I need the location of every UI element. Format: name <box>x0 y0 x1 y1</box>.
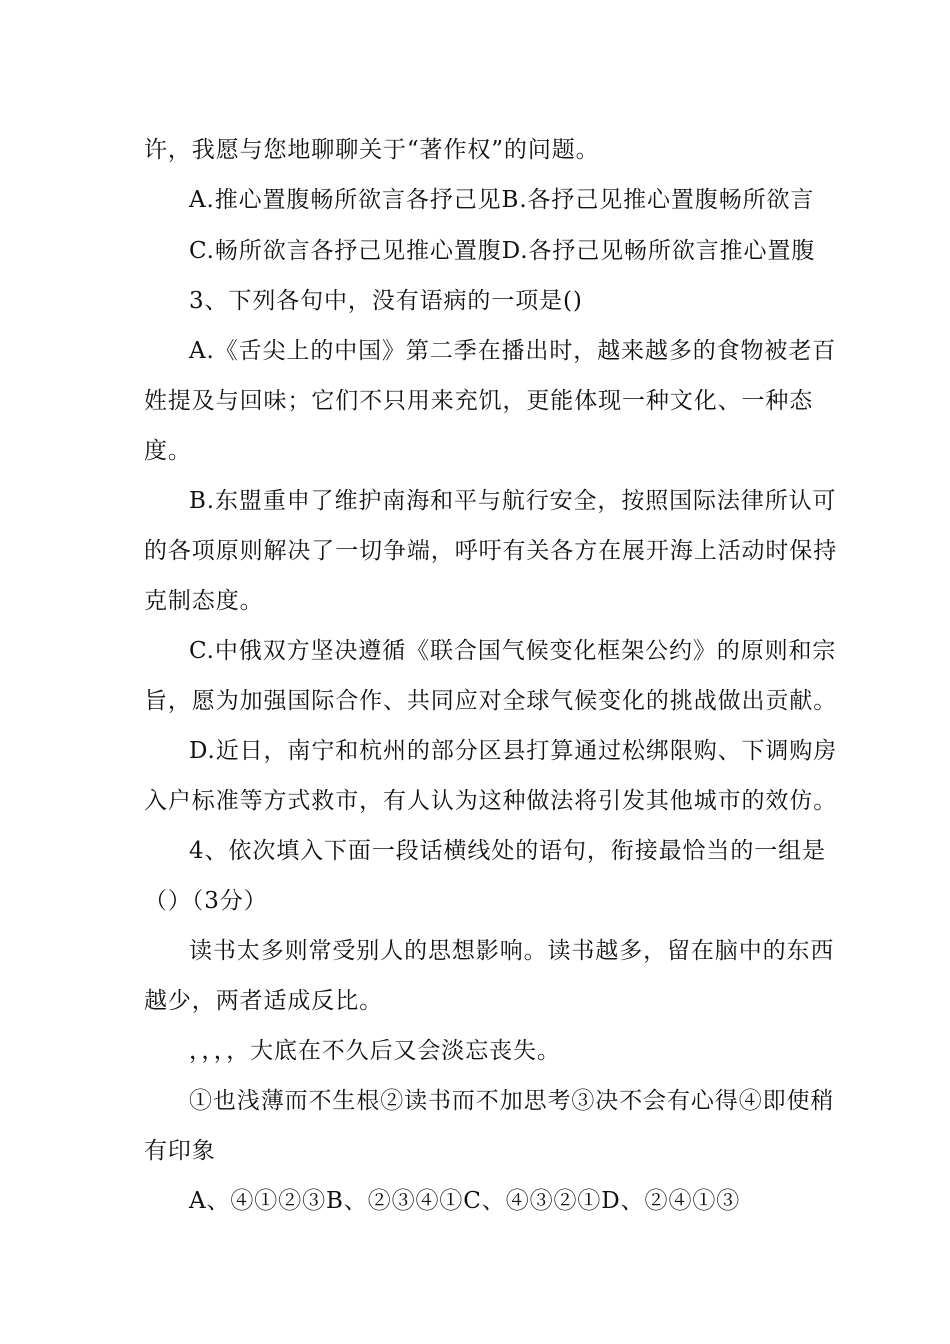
text-line: 姓提及与回味；它们不只用来充饥，更能体现一种文化、一种态 <box>144 388 814 414</box>
option-c-line: C.中俄双方坚决遵循《联合国气候变化框架公约》的原则和宗 <box>189 638 837 664</box>
text-line: 入户标准等方式救市，有人认为这种做法将引发其他城市的效仿。 <box>144 788 838 814</box>
option-b-line: B.东盟重申了维护南海和平与航行安全，按照国际法律所认可 <box>189 488 837 514</box>
text-line: 度。 <box>144 438 192 464</box>
passage-line: 越少，两者适成反比。 <box>144 988 383 1014</box>
text-line: 的各项原则解决了一切争端，呼吁有关各方在展开海上活动时保持 <box>144 538 838 564</box>
passage-line: 读书太多则常受别人的思想影响。读书越多，留在脑中的东西 <box>189 938 835 964</box>
option-a-line: A.《舌尖上的中国》第二季在播出时，越来越多的食物被老百 <box>189 338 837 364</box>
option-line: A.推心置腹畅所欲言各抒己见B.各抒己见推心置腹畅所欲言 <box>189 187 815 213</box>
text-line: 许，我愿与您地聊聊关于“著作权”的问题。 <box>144 137 600 163</box>
option-d-line: D.近日，南宁和杭州的部分区县打算通过松绑限购、下调购房 <box>189 738 838 764</box>
text-line: （）（3分） <box>144 888 268 914</box>
answer-options-line: A、④①②③B、②③④①C、④③②①D、②④①③ <box>189 1188 741 1214</box>
text-line: 旨，愿为加强国际合作、共同应对全球气候变化的挑战做出贡献。 <box>144 688 838 714</box>
text-line: 有印象 <box>144 1138 216 1164</box>
blank-line: ，，，，大底在不久后又会淡忘丧失。 <box>189 1038 561 1064</box>
option-line: C.畅所欲言各抒己见推心置腹D.各抒己见畅所欲言推心置腹 <box>189 238 816 264</box>
question-3: 3、下列各句中，没有语病的一项是() <box>189 288 583 314</box>
text-line: 克制态度。 <box>144 588 264 614</box>
choices-line: ①也浅薄而不生根②读书而不加思考③决不会有心得④即使稍 <box>189 1088 835 1114</box>
question-4: 4、依次填入下面一段话横线处的语句，衔接最恰当的一组是 <box>189 838 826 864</box>
